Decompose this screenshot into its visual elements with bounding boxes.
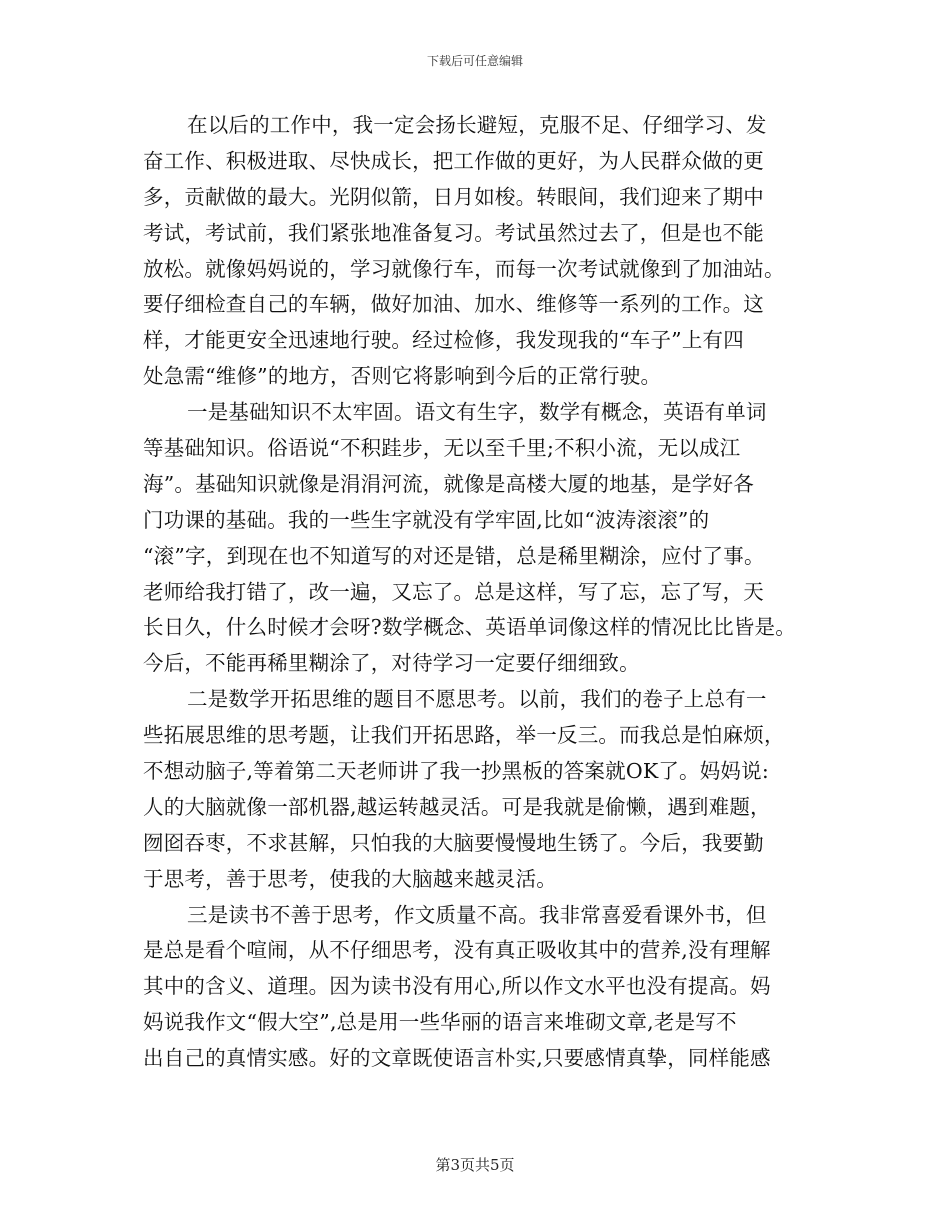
paragraph-2-line-1: 一是基础知识不太牢固。语文有生字，数学有概念，英语有单词 bbox=[187, 400, 767, 425]
paragraph-4-line-3: 其中的含义、道理。因为读书没有用心,所以作文水平也没有提高。妈 bbox=[143, 974, 771, 999]
paragraph-1-line-6: 要仔细检查自己的车辆，做好加油、加水、维修等一系列的工作。这 bbox=[143, 292, 764, 317]
paragraph-1-line-2: 奋工作、积极进取、尽快成长，把工作做的更好，为人民群众做的更 bbox=[143, 148, 764, 173]
page-header-note: 下载后可任意编辑 bbox=[426, 54, 523, 68]
paragraph-1-line-7: 样，才能更安全迅速地行驶。经过检修，我发现我的“车子”上有四 bbox=[143, 328, 744, 353]
paragraph-1-line-8: 处急需“维修”的地方，否则它将影响到今后的正常行驶。 bbox=[143, 364, 662, 389]
paragraph-2-line-8: 今后，不能再稀里糊涂了，对待学习一定要仔细细致。 bbox=[143, 651, 640, 676]
paragraph-3-line-5: 囫囵吞枣，不求甚解，只怕我的大脑要慢慢地生锈了。今后，我要勤 bbox=[143, 830, 764, 855]
paragraph-4-line-4: 妈说我作文“假大空”,总是用一些华丽的语言来堆砌文章,老是写不 bbox=[143, 1010, 737, 1035]
paragraph-4-line-2: 是总是看个喧闹，从不仔细思考，没有真正吸收其中的营养,没有理解 bbox=[143, 938, 771, 963]
paragraph-1-line-3: 多，贡献做的最大。光阴似箭，日月如梭。转眼间，我们迎来了期中 bbox=[143, 184, 764, 209]
paragraph-3-line-1: 二是数学开拓思维的题目不愿思考。以前，我们的卷子上总有一 bbox=[187, 687, 767, 712]
paragraph-2-line-2: 等基础知识。俗语说“不积跬步，无以至千里;不积小流，无以成江 bbox=[143, 436, 741, 461]
paragraph-2-line-5: “滚”字，到现在也不知道写的对还是错，总是稀里糊涂，应付了事。 bbox=[143, 543, 765, 568]
paragraph-3-line-6: 于思考，善于思考，使我的大脑越来越灵活。 bbox=[143, 866, 557, 891]
paragraph-1-line-1: 在以后的工作中，我一定会扬长避短，克服不足、仔细学习、发 bbox=[187, 113, 767, 137]
paragraph-2-line-3: 海”。基础知识就像是涓涓河流，就像是高楼大厦的地基，是学好各 bbox=[143, 471, 754, 496]
paragraph-3-line-3: 不想动脑子,等着第二天老师讲了我一抄黑板的答案就OK了。妈妈说: bbox=[143, 759, 769, 784]
document-body bbox=[143, 108, 848, 1077]
paragraph-2-line-7: 长日久，什么时候才会呀?数学概念、英语单词像这样的情况比比皆是。 bbox=[143, 615, 796, 640]
paragraph-2-line-4: 门功课的基础。我的一些生字就没有学牢固,比如“波涛滚滚”的 bbox=[143, 507, 710, 532]
page-number: 第3页共5页 bbox=[435, 1156, 515, 1174]
paragraph-1-line-4: 考试，考试前，我们紧张地准备复习。考试虽然过去了，但是也不能 bbox=[143, 220, 764, 245]
paragraph-1-line-5: 放松。就像妈妈说的，学习就像行车，而每一次考试就像到了加油站。 bbox=[143, 256, 785, 281]
paragraph-3-line-4: 人的大脑就像一部机器,越运转越灵活。可是我就是偷懒，遇到难题， bbox=[143, 794, 771, 819]
paragraph-4-line-5: 出自己的真情实感。好的文章既使语言朴实,只要感情真挚，同样能感 bbox=[143, 1046, 771, 1071]
paragraph-4-line-1: 三是读书不善于思考，作文质量不高。我非常喜爱看课外书，但 bbox=[187, 902, 767, 927]
paragraph-3-line-2: 些拓展思维的思考题，让我们开拓思路，举一反三。而我总是怕麻烦， bbox=[143, 723, 785, 748]
paragraph-2-line-6: 老师给我打错了，改一遍，又忘了。总是这样，写了忘，忘了写，天 bbox=[143, 579, 764, 604]
